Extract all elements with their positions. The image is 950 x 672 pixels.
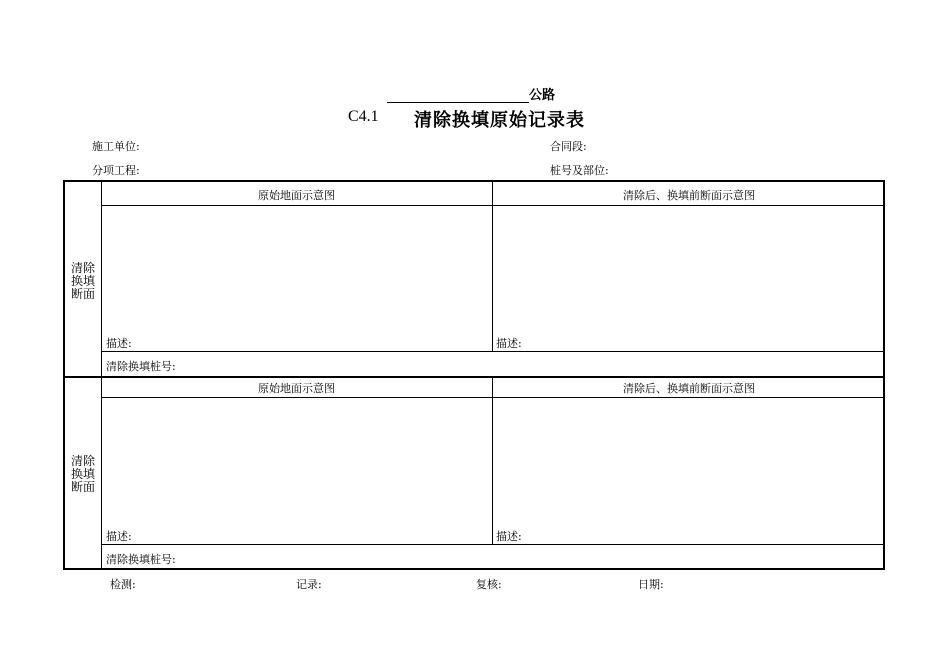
side-label-line: 清除 (70, 261, 95, 275)
section2-side-label (65, 455, 101, 494)
record-label: 记录: (296, 578, 322, 591)
section1-left-sketch-area[interactable] (102, 206, 492, 351)
record-table (63, 180, 885, 570)
section2-left-header: 原始地面示意图 (258, 382, 335, 395)
road-name-line (387, 84, 555, 103)
section2-right-header: 清除后、换填前断面示意图 (623, 382, 755, 395)
station-location-label: 桩号及部位: (550, 164, 609, 177)
section1-station-label: 清除换填桩号: (106, 360, 176, 373)
inspect-label: 检测: (110, 578, 136, 591)
section1-left-desc-label: 描述: (106, 337, 132, 350)
side-label-line: 换填 (70, 467, 95, 481)
form-title: 清除换填原始记录表 (414, 110, 585, 131)
section1-station-top (101, 351, 885, 352)
side-label-line: 换填 (70, 274, 95, 288)
review-label: 复核: (476, 578, 502, 591)
section2-left-sketch-area[interactable] (102, 398, 492, 544)
road-suffix: 公路 (529, 88, 556, 103)
date-label: 日期: (638, 578, 664, 591)
side-label-line: 清除 (70, 454, 95, 468)
section1-side-label (65, 262, 101, 301)
section2-right-sketch-area[interactable] (493, 398, 885, 544)
section1-right-desc-label: 描述: (496, 337, 522, 350)
section2-right-desc-label: 描述: (496, 530, 522, 543)
section1-right-header: 清除后、换填前断面示意图 (623, 189, 755, 202)
section2-station-top (101, 544, 885, 545)
section-separator (65, 376, 885, 378)
section2-left-desc-label: 描述: (106, 530, 132, 543)
contract-section-label: 合同段: (550, 140, 587, 153)
construction-unit-label: 施工单位: (92, 140, 140, 153)
side-label-line: 断面 (70, 287, 95, 301)
section1-right-sketch-area[interactable] (493, 206, 885, 351)
road-name-blank[interactable] (387, 88, 529, 103)
sub-project-label: 分项工程: (92, 164, 140, 177)
section1-left-header: 原始地面示意图 (258, 189, 335, 202)
section2-station-label: 清除换填桩号: (106, 553, 176, 566)
side-label-line: 断面 (70, 480, 95, 494)
form-code: C4.1 (348, 108, 379, 125)
